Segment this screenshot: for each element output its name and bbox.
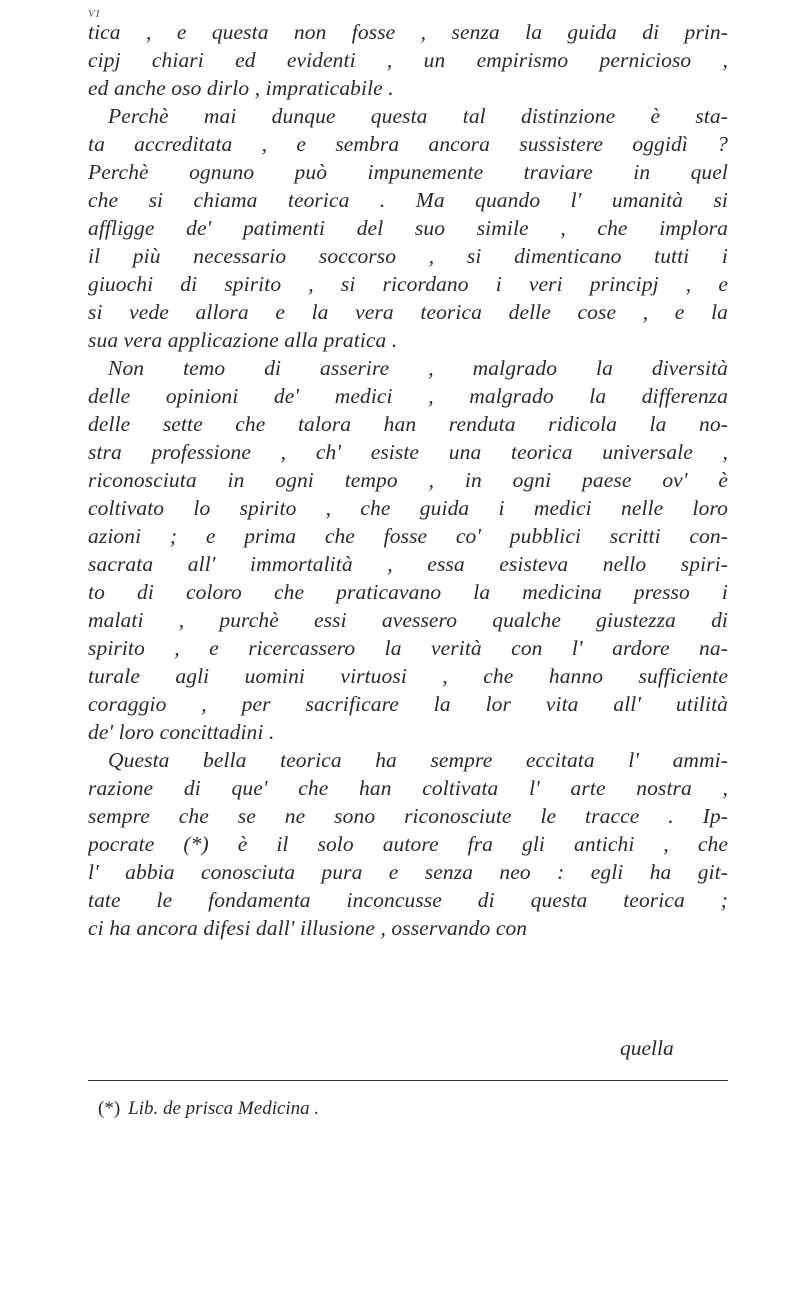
text-line: stra professione , ch' esiste una teorica universale ,	[88, 440, 728, 464]
text-line: si vede allora e la vera teorica delle cose , e la	[88, 300, 728, 324]
text-line: tate le fondamenta inconcusse di questa teorica ;	[88, 888, 728, 912]
footnote-mark: (*)	[98, 1098, 121, 1119]
text-line: cipj chiari ed evidenti , un empirismo pernicioso ,	[88, 48, 728, 72]
text-line: ci ha ancora difesi dall' illusione , osservando con	[88, 916, 528, 940]
text-line: giuochi di spirito , si ricordano i veri principj , e	[88, 272, 728, 296]
footnote-text: Lib. de prisca Medicina .	[128, 1098, 320, 1119]
body-text	[88, 18, 728, 942]
text-line: azioni ; e prima che fosse co' pubblici scritti con-	[88, 524, 728, 548]
text-line: turale agli uomini virtuosi , che hanno sufficiente	[88, 664, 728, 688]
text-line: riconosciuta in ogni tempo , in ogni paese ov' è	[88, 468, 728, 492]
text-line: Questa bella teorica ha sempre eccitata l' ammi-	[108, 748, 728, 772]
text-line: de' loro concittadini .	[88, 720, 275, 744]
text-line: sua vera applicazione alla pratica .	[88, 328, 398, 352]
text-line: l' abbia conosciuta pura e senza neo : egli ha git-	[88, 860, 728, 884]
text-line: Non temo di asserire , malgrado la diversità	[108, 356, 728, 380]
text-line: to di coloro che praticavano la medicina presso i	[88, 580, 728, 604]
text-line: delle sette che talora han renduta ridicola la no-	[88, 412, 728, 436]
text-line: affligge de' patimenti del suo simile , che implora	[88, 216, 728, 240]
text-line: sempre che se ne sono riconosciute le tracce . Ip-	[88, 804, 728, 828]
text-line: delle opinioni de' medici , malgrado la differenza	[88, 384, 728, 408]
text-line: il più necessario soccorso , si dimenticano tutti i	[88, 244, 728, 268]
footnote-divider	[88, 1080, 728, 1081]
text-line: che si chiama teorica . Ma quando l' umanità si	[88, 188, 728, 212]
text-line: ta accreditata , e sembra ancora sussistere oggidì ?	[88, 132, 728, 156]
text-line: Perchè ognuno può impunemente traviare in quel	[88, 160, 728, 184]
text-line: pocrate (*) è il solo autore fra gli antichi , che	[88, 832, 728, 856]
text-line: razione di que' che han coltivata l' arte nostra ,	[88, 776, 728, 800]
text-line: tica , e questa non fosse , senza la guida di prin-	[88, 20, 728, 44]
page-signature: VI	[88, 8, 101, 20]
catchword: quella	[620, 1036, 674, 1060]
footnote	[98, 1098, 319, 1120]
text-line: coltivato lo spirito , che guida i medici nelle loro	[88, 496, 728, 520]
text-line: Perchè mai dunque questa tal distinzione è sta-	[108, 104, 728, 128]
text-line: spirito , e ricercassero la verità con l' ardore na-	[88, 636, 728, 660]
text-line: ed anche oso dirlo , impraticabile .	[88, 76, 394, 100]
text-line: malati , purchè essi avessero qualche giustezza di	[88, 608, 728, 632]
text-line: coraggio , per sacrificare la lor vita all' utilità	[88, 692, 728, 716]
text-line: sacrata all' immortalità , essa esisteva nello spiri-	[88, 552, 728, 576]
